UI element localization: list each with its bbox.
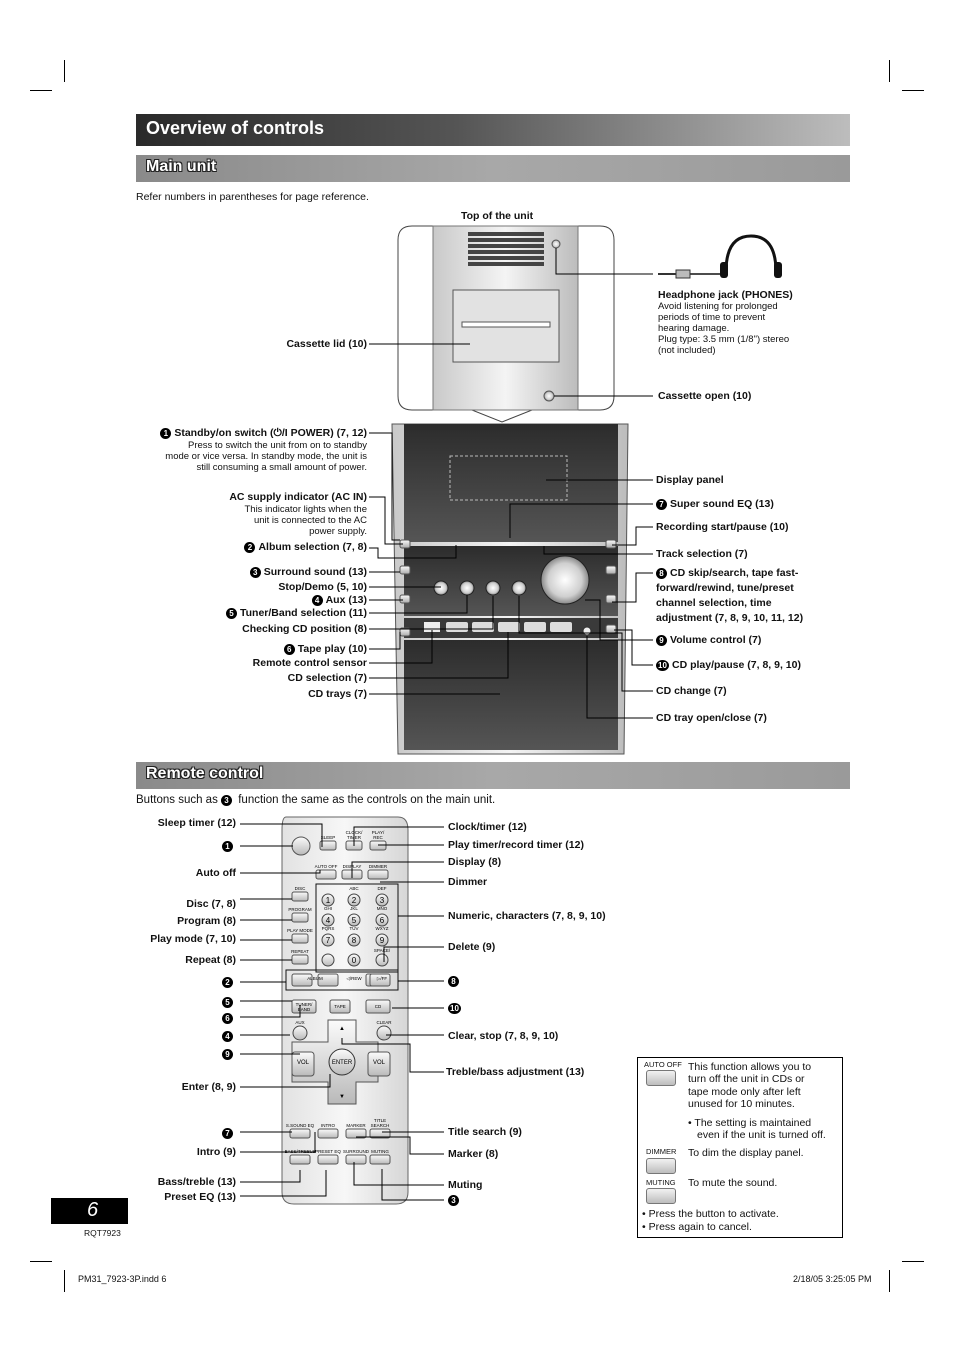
svg-text:◁/REW: ◁/REW — [346, 976, 362, 981]
cassette-lid-label: Cassette lid (10) — [286, 338, 367, 350]
recording-label: Recording start/pause (10) — [656, 521, 789, 533]
remote-callout-1: 1 — [222, 840, 236, 853]
svg-text:TUV: TUV — [349, 926, 359, 931]
phones-desc-5: (not included) — [658, 345, 716, 356]
remote-treble-label: Treble/bass adjustment (13) — [446, 1066, 585, 1078]
svg-text:AUTO OFF: AUTO OFF — [314, 864, 338, 869]
footer-file: PM31_7923-3P.indd 6 — [78, 1274, 167, 1284]
cdplay-label: 10 CD play/pause (7, 8, 9, 10) — [656, 659, 801, 672]
aux-label: 4 Aux (13) — [312, 594, 367, 607]
ac-desc-2: unit is connected to the AC — [253, 515, 367, 526]
remote-intro-label: Intro (9) — [196, 1146, 236, 1158]
remote-clock-label: Clock/timer (12) — [448, 821, 527, 833]
svg-text:REC: REC — [373, 835, 383, 840]
svg-text:SURROUND: SURROUND — [342, 1149, 370, 1154]
svg-text:DISPLAY: DISPLAY — [342, 864, 362, 869]
ac-label: AC supply indicator (AC IN) — [229, 491, 367, 503]
standby-desc-2: mode or vice versa. In standby mode, the unit is — [165, 451, 367, 462]
svg-text:SPACE/: SPACE/ — [373, 948, 391, 953]
doc-code: RQT7923 — [84, 1228, 121, 1238]
svg-text:BASS/TREBLE: BASS/TREBLE — [284, 1149, 316, 1154]
info-foot-2: • Press again to cancel. — [642, 1221, 752, 1233]
footer-date: 2/18/05 3:25:05 PM — [793, 1274, 872, 1284]
svg-text:GHI: GHI — [323, 906, 333, 911]
standby-label: 1 Standby/on switch (⏻/I POWER) (7, 12) — [160, 427, 367, 440]
svg-text:ALBUM: ALBUM — [307, 976, 323, 981]
svg-text:PRESET EQ: PRESET EQ — [315, 1149, 341, 1154]
tuner-label: 5 Tuner/Band selection (11) — [226, 607, 367, 620]
info-autooff-note-1: • The setting is maintained — [688, 1117, 812, 1129]
svg-text:PLAY/: PLAY/ — [371, 830, 385, 835]
svg-text:7: 7 — [325, 936, 331, 945]
page-number: 6 — [87, 1199, 99, 1221]
remote-callout-7: 7 — [222, 1127, 236, 1140]
svg-text:DISC: DISC — [294, 886, 306, 891]
svg-text:BAND: BAND — [297, 1007, 311, 1012]
svg-text:CD: CD — [374, 1004, 382, 1009]
display-panel-label: Display panel — [656, 474, 724, 486]
info-autooff-text-3: tape mode only after left — [688, 1086, 801, 1098]
svg-text:TUNER/: TUNER/ — [295, 1002, 313, 1007]
svg-text:CLEAR: CLEAR — [376, 1020, 392, 1025]
remote-delete-label: Delete (9) — [448, 941, 496, 953]
svg-text:MUTING: MUTING — [371, 1149, 389, 1154]
cdchange-label: CD change (7) — [656, 685, 727, 697]
cdsel-label: CD selection (7) — [287, 672, 367, 684]
svg-text:INTRO: INTRO — [321, 1123, 335, 1128]
crop-mark — [30, 1261, 52, 1262]
standby-desc-3: still consuming a small amount of power. — [196, 462, 367, 473]
svg-text:SLEEP: SLEEP — [320, 835, 336, 840]
svg-text:MARKER: MARKER — [346, 1123, 366, 1128]
remote-dimmer-label: Dimmer — [448, 876, 488, 888]
skip-label-4: adjustment (7, 8, 9, 10, 11, 12) — [656, 612, 804, 624]
svg-text:VOL: VOL — [372, 1060, 386, 1066]
info-autooff-note-2: even if the unit is turned off. — [697, 1129, 826, 1141]
tape-label: 6 Tape play (10) — [284, 643, 367, 656]
svg-text:TAPE: TAPE — [334, 1004, 346, 1009]
svg-text:3: 3 — [379, 896, 385, 905]
svg-text:▲: ▲ — [339, 1026, 345, 1032]
svg-text:0: 0 — [351, 956, 357, 965]
svg-text:REPEAT: REPEAT — [291, 949, 309, 954]
svg-text:DIMMER: DIMMER — [368, 864, 388, 869]
info-dimmer-button — [646, 1158, 676, 1174]
info-foot-1: • Press the button to activate. — [642, 1208, 779, 1220]
svg-text:1: 1 — [325, 896, 331, 905]
svg-text:TITLE: TITLE — [373, 1118, 387, 1123]
svg-text:SEARCH: SEARCH — [370, 1123, 390, 1128]
surround-label: 3 Surround sound (13) — [250, 566, 367, 579]
album-label: 2 Album selection (7, 8) — [244, 541, 367, 554]
crop-mark — [889, 1270, 890, 1292]
info-box — [637, 1057, 843, 1238]
remote-callout-6: 6 — [222, 1012, 236, 1025]
svg-text:2: 2 — [351, 896, 357, 905]
skip-label-1: 8 CD skip/search, tape fast- — [656, 567, 798, 580]
checking-label: Checking CD position (8) — [242, 623, 367, 635]
remote-bass-label: Bass/treble (13) — [157, 1176, 236, 1188]
info-autooff-text-2: turn off the unit in CDs or — [688, 1073, 805, 1085]
page-number-box — [51, 1198, 128, 1224]
info-muting-button — [646, 1188, 676, 1204]
svg-text:8: 8 — [351, 936, 357, 945]
remote-clear-label: Clear, stop (7, 8, 9, 10) — [448, 1030, 559, 1042]
svg-text:TIMER: TIMER — [347, 835, 361, 840]
remote-display-label: Display (8) — [448, 856, 502, 868]
section-main-unit-title: Main unit — [146, 158, 217, 175]
svg-text:ENTER: ENTER — [331, 1060, 353, 1066]
svg-text:PROGRAM: PROGRAM — [288, 907, 312, 912]
ac-desc-1: This indicator lights when the — [244, 504, 367, 515]
skip-label-2: forward/rewind, tune/preset — [656, 582, 794, 594]
cassette-open-label: Cassette open (10) — [658, 390, 752, 402]
svg-text:JKL: JKL — [350, 906, 358, 911]
info-autooff-text-4: unused for 10 minutes. — [688, 1098, 795, 1110]
remote-callout-9: 9 — [222, 1048, 236, 1061]
remote-autooff-label: Auto off — [195, 867, 236, 879]
crop-mark — [64, 1270, 65, 1292]
svg-text:▷/FF: ▷/FF — [376, 976, 388, 981]
section-remote-bar — [136, 762, 850, 789]
ac-desc-3: power supply. — [309, 526, 367, 537]
skip-label-3: channel selection, time — [656, 597, 772, 609]
remote-callout-10: 10 — [448, 1002, 464, 1015]
sensor-label: Remote control sensor — [252, 657, 367, 669]
remote-enter-label: Enter (8, 9) — [181, 1081, 236, 1093]
phones-title: Headphone jack (PHONES) — [658, 289, 793, 301]
svg-text:CLOCK/: CLOCK/ — [345, 830, 363, 835]
remote-playtimer-label: Play timer/record timer (12) — [448, 839, 584, 851]
supersound-label: 7 Super sound EQ (13) — [656, 498, 774, 511]
svg-text:4: 4 — [325, 916, 331, 925]
remote-playmode-label: Play mode (7, 10) — [150, 933, 236, 945]
remote-callout-4: 4 — [222, 1030, 236, 1043]
remote-intro: Buttons such as 3 function the same as the controls on the main unit. — [136, 794, 496, 806]
cdtrays-label: CD trays (7) — [308, 688, 367, 700]
remote-disc-label: Disc (7, 8) — [186, 898, 236, 910]
info-autooff-btn-label: AUTO OFF — [644, 1060, 682, 1069]
crop-mark — [902, 1261, 924, 1262]
phones-desc-3: hearing damage. — [658, 323, 730, 334]
remote-title-label: Title search (9) — [448, 1126, 522, 1138]
remote-callout-5: 5 — [222, 996, 236, 1009]
svg-text:6: 6 — [379, 916, 385, 925]
standby-desc-1: Press to switch the unit from on to standby — [187, 440, 367, 451]
info-autooff-button — [646, 1070, 676, 1086]
remote-numeric-label: Numeric, characters (7, 8, 9, 10) — [448, 910, 606, 922]
svg-text:S.SOUND EQ: S.SOUND EQ — [285, 1123, 315, 1128]
remote-repeat-label: Repeat (8) — [185, 954, 236, 966]
main-intro-text: Refer numbers in parentheses for page reference. — [136, 191, 369, 203]
volume-label: 9 Volume control (7) — [656, 634, 761, 647]
traybtn-label: CD tray open/close (7) — [656, 712, 767, 724]
svg-text:PQRS: PQRS — [321, 926, 335, 931]
svg-text:ABC: ABC — [349, 886, 359, 891]
callout-1: 1 — [160, 428, 171, 439]
svg-text:PLAY MODE: PLAY MODE — [287, 928, 313, 933]
phones-desc-4: Plug type: 3.5 mm (1/8") stereo — [658, 334, 790, 345]
remote-callout-2: 2 — [222, 976, 236, 989]
info-dimmer-btn-label: DIMMER — [646, 1147, 677, 1156]
track-label: Track selection (7) — [656, 548, 748, 560]
remote-sleep-label: Sleep timer (12) — [157, 817, 236, 829]
page-title: Overview of controls — [146, 118, 325, 138]
remote-preset-label: Preset EQ (13) — [164, 1191, 236, 1203]
info-muting-text: To mute the sound. — [688, 1177, 778, 1189]
svg-text:9: 9 — [379, 936, 385, 945]
svg-text:MNO: MNO — [376, 906, 388, 911]
top-of-unit-label: Top of the unit — [461, 210, 534, 222]
phones-desc-1: Avoid listening for prolonged — [658, 301, 778, 312]
svg-text:WXYZ: WXYZ — [375, 926, 389, 931]
svg-text:DEF: DEF — [377, 886, 387, 891]
stop-label: Stop/Demo (5, 10) — [278, 581, 367, 593]
svg-text:VOL: VOL — [296, 1060, 310, 1066]
info-muting-btn-label: MUTING — [646, 1178, 676, 1187]
remote-marker-label: Marker (8) — [448, 1148, 499, 1160]
section-remote-title: Remote control — [146, 765, 264, 782]
svg-text:▼: ▼ — [339, 1094, 345, 1100]
remote-callout-8: 8 — [448, 975, 462, 988]
remote-program-label: Program (8) — [177, 915, 236, 927]
svg-text:5: 5 — [351, 916, 357, 925]
info-dimmer-text: To dim the display panel. — [688, 1147, 804, 1159]
remote-muting-label: Muting — [448, 1179, 483, 1191]
svg-text:AUX: AUX — [295, 1020, 305, 1025]
info-autooff-text-1: This function allows you to — [688, 1061, 812, 1073]
phones-desc-2: periods of time to prevent — [658, 312, 766, 323]
remote-callout-3: 3 — [448, 1194, 462, 1207]
